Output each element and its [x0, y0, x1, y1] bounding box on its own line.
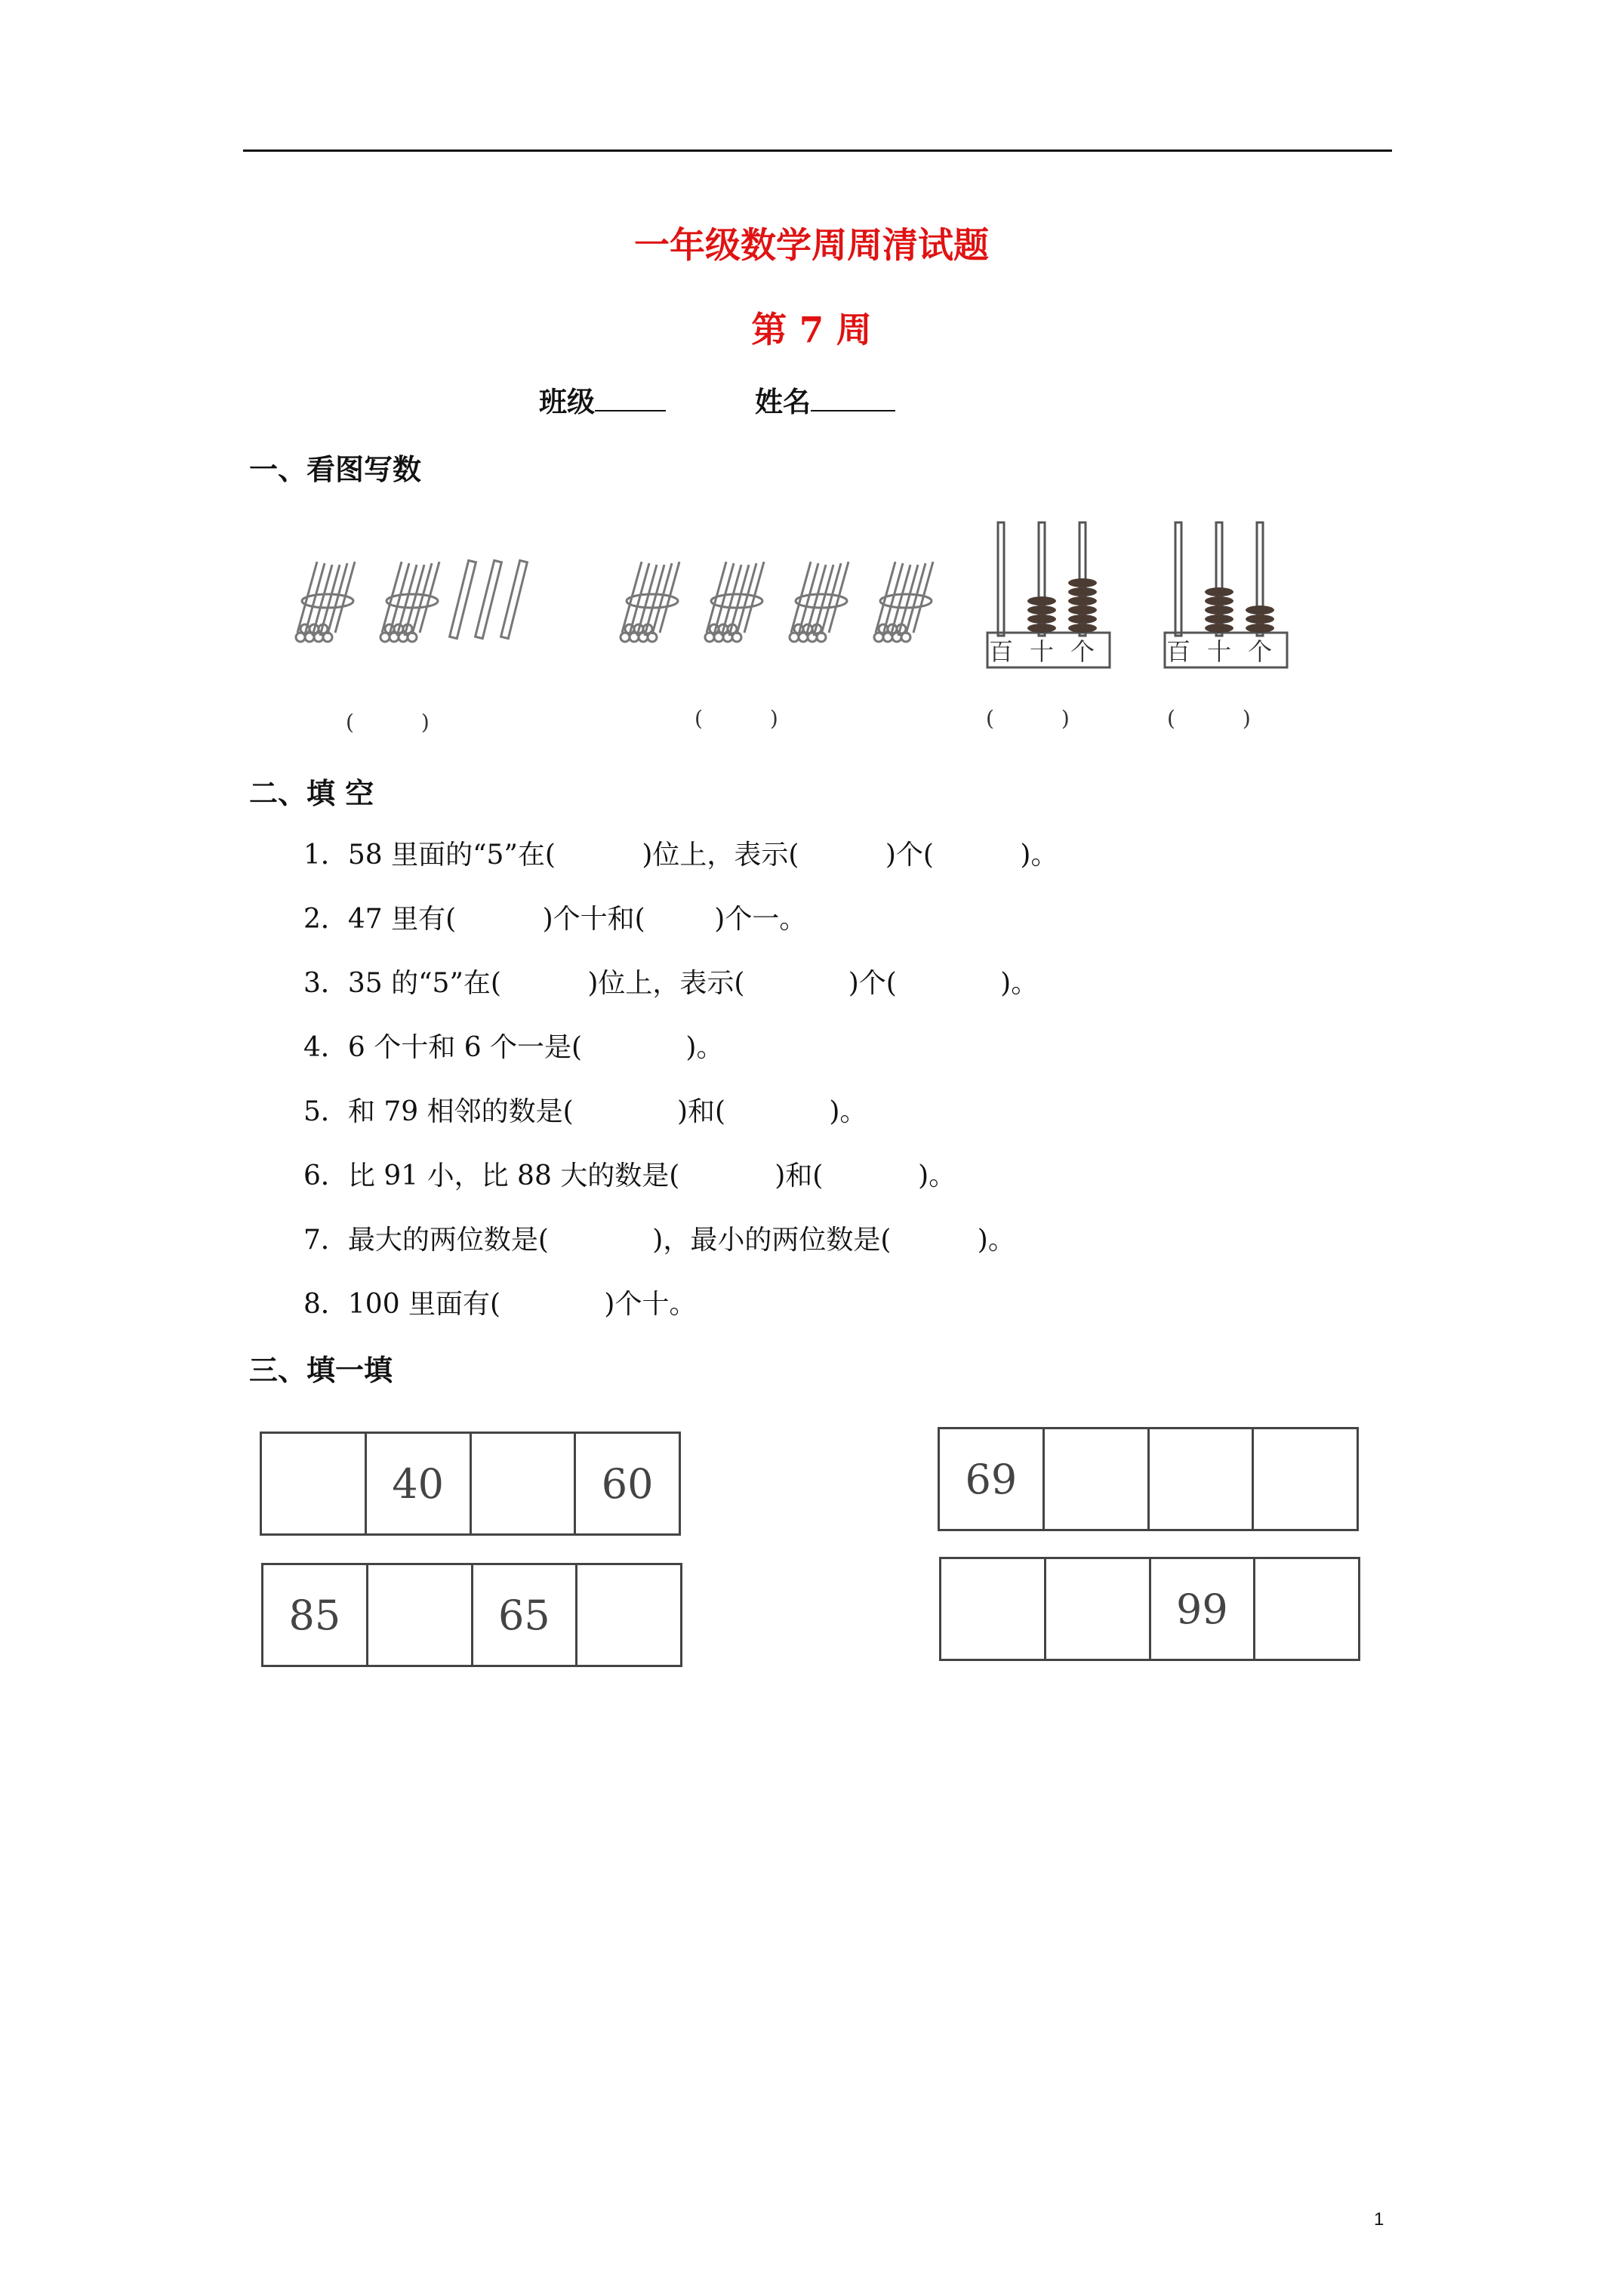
- fill-question-5[interactable]: 5．和 79 相邻的数是( )和( )。: [303, 1096, 867, 1127]
- grid-cell[interactable]: [368, 1565, 473, 1665]
- answer-slot-1[interactable]: ( ): [346, 710, 430, 735]
- sticks-figure-1: [287, 551, 544, 657]
- abacus-2: [1159, 513, 1295, 672]
- grid-cell[interactable]: [941, 1559, 1046, 1659]
- week-label: 第 7 周: [751, 310, 872, 351]
- number-grid-2: [938, 1427, 1359, 1531]
- grid-cell[interactable]: [472, 1434, 577, 1533]
- single-stick-icon: [450, 560, 528, 638]
- page-title: 一年级数学周周清试题: [634, 225, 989, 267]
- fill-question-1[interactable]: 1．58 里面的“5”在( )位上，表示( )个( )。: [303, 840, 1058, 871]
- bundle-of-ten-icon: [380, 562, 439, 642]
- fill-question-8[interactable]: 8．100 里面有( )个十。: [303, 1289, 697, 1320]
- bundle-of-ten-icon: [296, 562, 355, 642]
- grid-cell: 69: [940, 1429, 1045, 1529]
- header-rule: [243, 149, 1392, 152]
- name-blank[interactable]: [811, 387, 895, 411]
- section1-heading: 一、看图写数: [249, 452, 422, 486]
- bundle-of-ten-icon: [621, 562, 679, 642]
- grid-cell[interactable]: [1150, 1429, 1255, 1529]
- class-label: 班级: [539, 385, 595, 418]
- grid-cell[interactable]: [577, 1565, 680, 1665]
- fill-question-3[interactable]: 3．35 的“5”在( )位上，表示( )个( )。: [303, 968, 1039, 999]
- grid-cell: 60: [601, 1459, 654, 1508]
- name-label: 姓名: [755, 385, 811, 418]
- section3-heading: 三、填一填: [249, 1353, 393, 1387]
- grid-cell: 65: [473, 1565, 578, 1665]
- answer-slot-3[interactable]: ( ): [986, 706, 1070, 731]
- grid-cell[interactable]: [1255, 1559, 1358, 1659]
- grid-cell[interactable]: [262, 1434, 367, 1533]
- grid-cell[interactable]: [1045, 1429, 1150, 1529]
- page-number: 1: [1374, 2209, 1384, 2230]
- number-grid-3: [261, 1563, 682, 1667]
- abacus-label-hundreds: 百: [988, 637, 1014, 666]
- class-blank[interactable]: [595, 387, 666, 411]
- fill-question-7[interactable]: 7．最大的两位数是( )，最小的两位数是( )。: [303, 1225, 1015, 1256]
- abacus-label-tens: 十: [1029, 637, 1055, 666]
- abacus-label-ones: 个: [1070, 637, 1095, 666]
- sticks-figure-2: [611, 551, 959, 657]
- class-field[interactable]: [539, 379, 666, 420]
- abacus-1: [981, 513, 1117, 672]
- bundle-of-ten-icon: [790, 562, 848, 642]
- grid-cell: 40: [367, 1434, 472, 1533]
- section2-heading: 二、填 空: [249, 776, 374, 810]
- grid-cell[interactable]: [1046, 1559, 1151, 1659]
- bundle-of-ten-icon: [705, 562, 764, 642]
- abacus-label-tens: 十: [1206, 637, 1232, 666]
- answer-slot-4[interactable]: ( ): [1167, 706, 1251, 731]
- grid-cell[interactable]: [1254, 1429, 1357, 1529]
- name-field[interactable]: [755, 379, 895, 420]
- fill-question-6[interactable]: 6．比 91 小，比 88 大的数是( )和( )。: [303, 1160, 956, 1191]
- bundle-of-ten-icon: [874, 562, 933, 642]
- fill-question-2[interactable]: 2．47 里有( )个十和( )个一。: [303, 904, 807, 935]
- fill-question-4[interactable]: 4．6 个十和 6 个一是( )。: [303, 1032, 724, 1063]
- answer-slot-2[interactable]: ( ): [694, 706, 778, 731]
- abacus-label-ones: 个: [1247, 637, 1273, 666]
- grid-cell: 99: [1151, 1559, 1256, 1659]
- grid-cell: 85: [263, 1565, 368, 1665]
- number-grid-4: [939, 1557, 1360, 1661]
- abacus-label-hundreds: 百: [1166, 637, 1191, 666]
- number-grid-1: [260, 1432, 681, 1536]
